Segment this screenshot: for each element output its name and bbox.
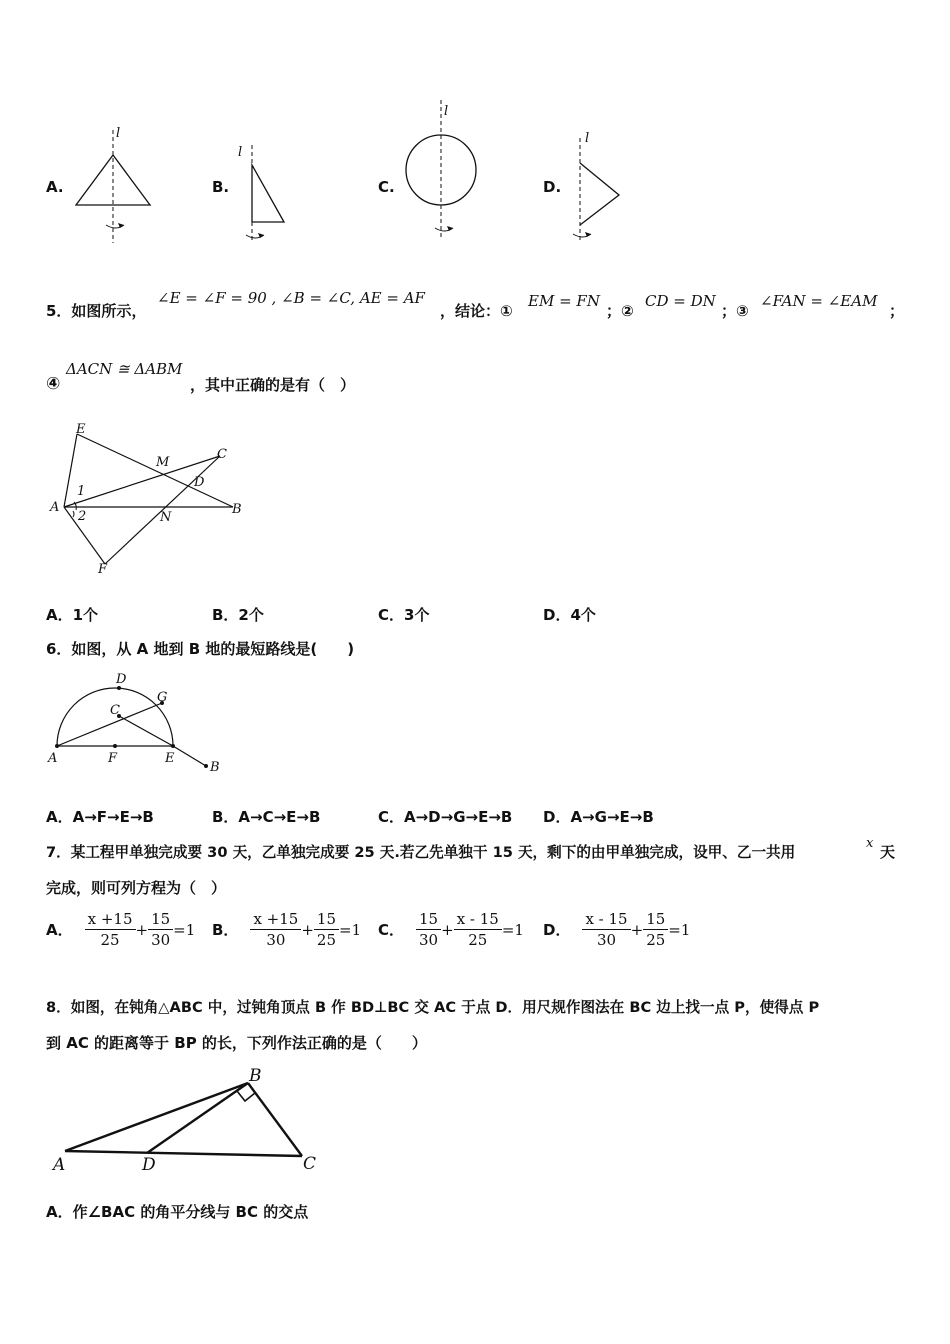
q5-label-e: E <box>76 422 86 437</box>
q7-d-frac2: $\frac{15}{25}$ <box>643 909 668 950</box>
q5-sep-3: ；③ <box>721 302 749 320</box>
q6-option-a[interactable]: A．A→F→E→B <box>46 808 154 826</box>
q7-option-b-letter: B． <box>212 921 239 939</box>
q5-label-f: F <box>98 562 108 577</box>
q8-stem-line1: 8．如图，在钝角△ABC 中，过钝角顶点 B 作 BD⊥BC 交 AC 于点 D．用尺规作图法在 BC 边上找一点 P，使得点 P <box>46 999 820 1016</box>
q4-figure-b-right-triangle <box>240 140 300 245</box>
q7-option-b[interactable] <box>212 909 361 950</box>
q6-label-f: F <box>108 751 118 766</box>
q6-label-e: E <box>165 751 175 766</box>
q7-a-rhs: =1 <box>173 920 196 939</box>
q7-stem-line1: 7．某工程甲单独完成要 30 天，乙单独完成要 25 天.若乙先单独干 15 天，剩下的由甲单独完成，设甲、乙一共用 <box>46 844 796 861</box>
q5-option-a[interactable]: A．1个 <box>46 606 99 624</box>
q5-end-1: ； <box>889 302 905 320</box>
q5-number: 5．如图所示， <box>46 302 147 320</box>
q6-label-g: G <box>157 690 168 705</box>
q7-option-c-letter: C． <box>378 921 405 939</box>
q5-line2-suffix: ，其中正确的是有（ ） <box>190 376 356 394</box>
q6-figure-lines <box>40 670 230 780</box>
q7-option-d-letter: D． <box>543 921 571 939</box>
q5-label-d: D <box>194 475 205 490</box>
q7-c-frac2: $\frac{x - 15}{25}$ <box>454 909 502 950</box>
q7-option-a[interactable] <box>46 909 195 950</box>
q8-label-c: C <box>303 1154 317 1174</box>
q4-option-b-letter: B. <box>212 178 230 196</box>
q7-b-plus: + <box>301 920 314 939</box>
q4-option-d-letter: D. <box>543 178 562 196</box>
q4-c-axis-label: l <box>444 104 449 119</box>
q6-option-b[interactable]: B．A→C→E→B <box>212 808 321 826</box>
q6-label-d: D <box>116 672 127 687</box>
q5-option-b[interactable]: B．2个 <box>212 606 264 624</box>
q5-figure-lines <box>40 420 260 580</box>
q7-b-frac2: $\frac{15}{25}$ <box>314 909 339 950</box>
q7-a-frac1: $\frac{x +15}{25}$ <box>85 909 136 950</box>
q7-option-c[interactable] <box>378 909 524 950</box>
q5-given: ∠E = ∠F = 90 , ∠B = ∠C, AE = AF <box>157 289 425 307</box>
q5-conclusion-intro: ，结论：① <box>440 302 513 320</box>
q5-option-d[interactable]: D．4个 <box>543 606 596 624</box>
q7-b-frac1: $\frac{x +15}{30}$ <box>250 909 301 950</box>
q5-label-n: N <box>160 510 172 525</box>
q8-label-a: A <box>53 1155 66 1175</box>
q7-c-plus: + <box>441 920 454 939</box>
q5-conclusion-1: EM = FN <box>528 292 600 310</box>
q5-label-b: B <box>232 502 242 517</box>
q8-label-b: B <box>249 1066 262 1086</box>
q7-a-frac2: $\frac{15}{30}$ <box>148 909 173 950</box>
q7-var-x: x <box>866 836 874 851</box>
q5-label-a: A <box>50 500 60 515</box>
q7-stem-tail: 天 <box>880 843 896 861</box>
q8-figure-lines <box>50 1070 330 1180</box>
q5-option-c[interactable]: C．3个 <box>378 606 430 624</box>
q4-d-axis-label: l <box>585 131 590 146</box>
q6-label-c: C <box>110 703 120 718</box>
q5-sep-2: ；② <box>606 302 634 320</box>
q8-label-d: D <box>142 1155 156 1175</box>
q6-stem: 6．如图，从 A 地到 B 地的最短路线是( ) <box>46 640 355 658</box>
q7-stem-line2: 完成，则可列方程为（ ） <box>46 879 227 897</box>
q6-label-a: A <box>48 751 58 766</box>
q5-label-1: 1 <box>77 484 86 499</box>
q5-line2-prefix: ④ <box>46 374 61 394</box>
q4-figure-a-triangle <box>70 125 160 250</box>
q6-option-d[interactable]: D．A→G→E→B <box>543 808 654 826</box>
q7-option-a-letter: A． <box>46 921 73 939</box>
q6-option-c[interactable]: C．A→D→G→E→B <box>378 808 513 826</box>
q7-d-frac1: $\frac{x - 15}{30}$ <box>582 909 630 950</box>
q5-conclusion-2: CD = DN <box>645 292 716 310</box>
q7-d-plus: + <box>630 920 644 939</box>
q6-label-b: B <box>210 760 220 775</box>
q8-option-a[interactable]: A．作∠BAC 的角平分线与 BC 的交点 <box>46 1203 309 1221</box>
q4-a-axis-label: l <box>116 126 121 141</box>
q4-option-a-letter: A. <box>46 178 64 196</box>
q7-option-d[interactable] <box>543 909 690 950</box>
q8-stem-line2: 到 AC 的距离等于 BP 的长，下列作法正确的是（ ） <box>46 1034 427 1052</box>
q4-figure-d-wedge <box>568 133 628 245</box>
q7-b-rhs: =1 <box>339 920 362 939</box>
q7-c-rhs: =1 <box>501 920 524 939</box>
q4-b-axis-label: l <box>238 145 243 160</box>
q7-c-frac1: $\frac{15}{30}$ <box>416 909 441 950</box>
q4-option-c-letter: C. <box>378 178 395 196</box>
q5-label-2: 2 <box>78 509 87 524</box>
q5-conclusion-4: ΔACN ≅ ΔABM <box>66 360 183 378</box>
q5-label-c: C <box>217 447 227 462</box>
q7-d-rhs: =1 <box>668 920 691 939</box>
q5-conclusion-3: ∠FAN = ∠EAM <box>760 292 878 310</box>
q7-a-plus: + <box>135 920 149 939</box>
q5-label-m: M <box>156 455 170 470</box>
q4-figure-c-circle <box>400 98 485 246</box>
